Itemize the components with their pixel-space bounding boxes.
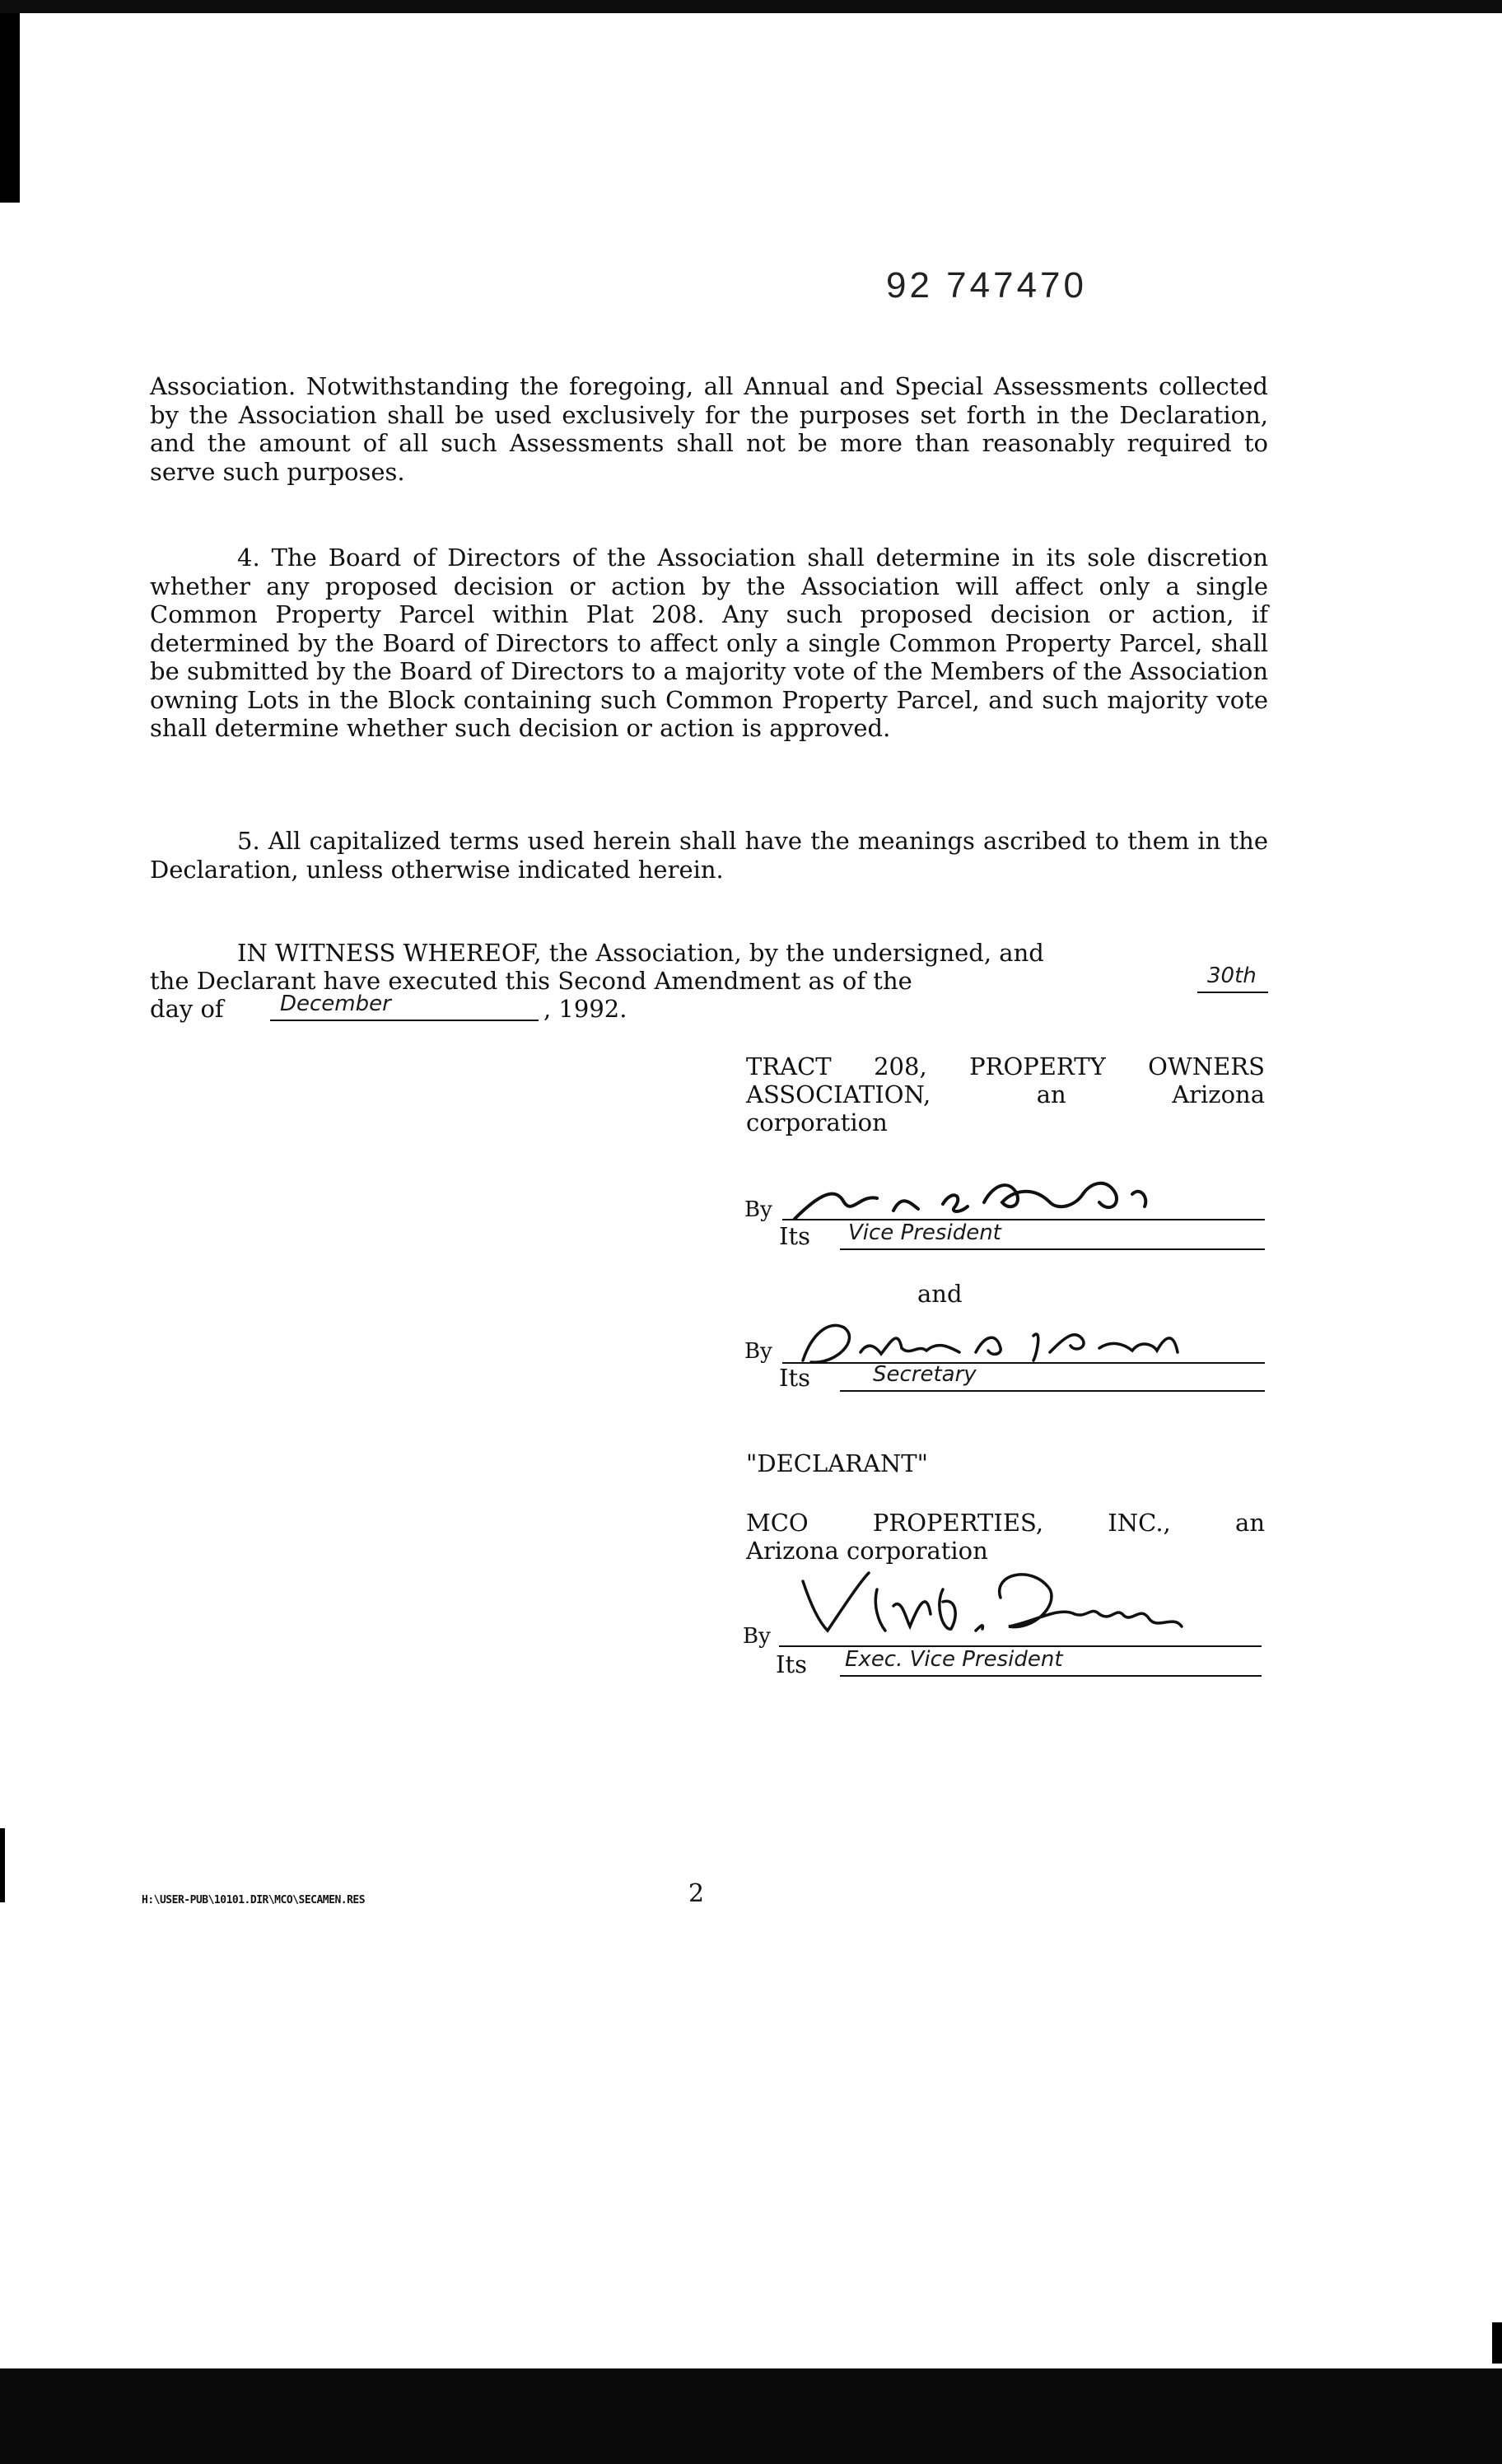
by-label: By (744, 1197, 772, 1222)
association-name-line-1: TRACT 208, PROPERTY OWNERS (746, 1052, 1265, 1080)
signature-vice-president (786, 1161, 1215, 1227)
witness-line-2: the Declarant have executed this Second Amendment as of the (150, 967, 912, 995)
scan-edge-mark (0, 13, 20, 203)
signature-exec-vice-president (786, 1556, 1215, 1647)
month-blank-line (270, 1020, 539, 1021)
witness-line-3-suffix: , 1992. (543, 995, 627, 1023)
title-line (840, 1675, 1262, 1677)
paragraph-continued: Association. Notwithstanding the foregoing, all Annual and Special Assessments collected by the Association shall be used exclusively for the purposes set forth in the Declaration, and the amount of all such Assessments shall not be more than reasonably required to serve such purposes. (150, 372, 1268, 486)
title-secretary: Secretary (873, 1362, 977, 1387)
association-name-line-3: corporation (746, 1108, 888, 1136)
paragraph-4: 4. The Board of Directors of the Association shall determine in its sole discretion whether any proposed decision or action by the Association will affect only a single Common Property Parcel within Plat 208. Any such proposed decision or action, if determined by the Board of Directors to affect only a single Common Property Parcel, shall be submitted by the Board of Directors to a majority vote of the Members of the Association owning Lots in the Block containing such Common Property Parcel, and such majority vote shall determine whether such decision or action is approved. (150, 544, 1268, 742)
scan-edge-mark (1492, 2322, 1502, 2364)
title-line (840, 1248, 1265, 1250)
title-line (840, 1390, 1265, 1392)
title-vice-president: Vice President (848, 1220, 1001, 1245)
by-label: By (743, 1624, 771, 1649)
day-blank-line (1197, 992, 1268, 993)
scan-edge-mark (0, 1828, 5, 1902)
declarant-name-line-2: Arizona corporation (746, 1537, 988, 1565)
declarant-name-line-1: MCO PROPERTIES, INC., an (746, 1509, 1265, 1537)
scan-border-top (0, 0, 1502, 13)
declarant-heading: "DECLARANT" (746, 1449, 928, 1477)
witness-line-1: IN WITNESS WHEREOF, the Association, by the undersigned, and (237, 939, 1044, 967)
footer-file-path: H:\USER-PUB\10101.DIR\MCO\SECAMEN.RES (142, 1894, 366, 1906)
day-handwritten: 30th (1207, 964, 1257, 988)
witness-line-3-prefix: day of (150, 995, 224, 1023)
signature-secretary (786, 1303, 1215, 1369)
and-label: and (917, 1280, 963, 1308)
paragraph-5: 5. All capitalized terms used herein shall have the meanings ascribed to them in the Declaration, unless otherwise indicated herein. (150, 827, 1268, 884)
title-exec-vice-president: Exec. Vice President (845, 1647, 1063, 1672)
document-number: 92 747470 (886, 265, 1087, 306)
scan-border-bottom (0, 2368, 1502, 2464)
association-name-line-2: ASSOCIATION, an Arizona (746, 1080, 1265, 1108)
its-label: Its (779, 1222, 810, 1250)
its-label: Its (779, 1364, 810, 1392)
month-handwritten: December (280, 992, 391, 1016)
its-label: Its (776, 1650, 807, 1678)
by-label: By (744, 1339, 772, 1364)
page-number: 2 (688, 1879, 705, 1908)
